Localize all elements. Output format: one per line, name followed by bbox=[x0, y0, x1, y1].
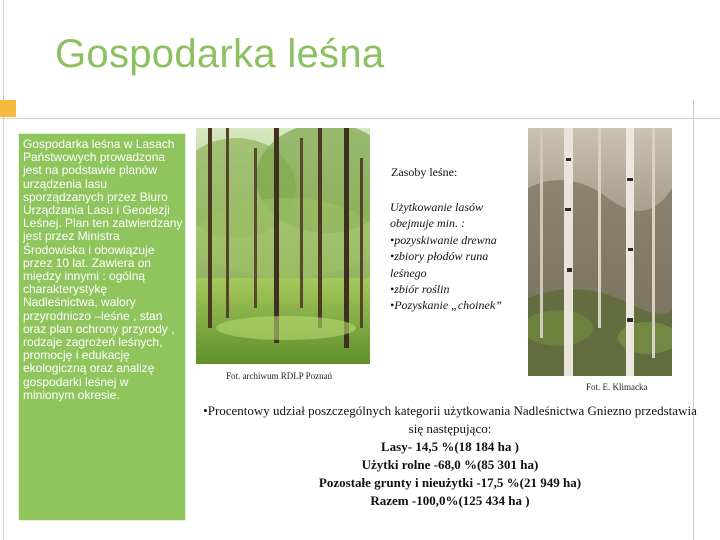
sidebar-text: Gospodarka leśna w Lasach Państwowych prowadzona jest na podstawie planów urządzenia lasu sporządzanych przez Biuro Urządzania Lasu i Geodezji Leśnej. Plan ten zatwierdzany jest przez Ministra Środowiska i obowiązuje przez 10 lat. Zawiera on między innymi : ogólną charakterystykę Nadleśnictwa, walory przyrodniczo –leśne , stan oraz plan ochrony przyrody , rodzaje zagrożeń leśnych, promocję i edukację ekologiczną oraz analizę gospodarki leśnej w minionym okresie. bbox=[23, 137, 183, 402]
stats-line-forests: Lasy- 14,5 %(18 184 ha ) bbox=[381, 439, 519, 454]
usage-item: •Pozyskanie „choinek” bbox=[390, 298, 502, 313]
sidebar-textbox bbox=[18, 133, 186, 521]
slide-title: Gospodarka leśna bbox=[55, 32, 385, 76]
usage-list bbox=[390, 199, 520, 314]
usage-item: •pozyskiwanie drewna bbox=[390, 232, 497, 247]
usage-item: •zbiory płodów runa leśnego bbox=[390, 249, 489, 280]
decorative-vertical-line bbox=[3, 0, 4, 540]
stats-line-other: Pozostałe grunty i nieużytki -17,5 %(21 949 ha) bbox=[318, 475, 582, 490]
decorative-horizontal-line bbox=[0, 118, 720, 119]
stats-intro: •Procentowy udział poszczególnych kategorii użytkowania Nadleśnictwa Gniezno przedstawia się następująco: bbox=[203, 403, 697, 436]
resources-heading: Zasoby leśne: bbox=[391, 165, 458, 179]
photo-left-caption: Fot. archiwum RDLP Poznań bbox=[226, 371, 333, 381]
photo-right-caption: Fot. E. Klimacka bbox=[586, 382, 648, 392]
usage-intro: Użytkowanie lasów obejmuje min. : bbox=[390, 200, 483, 231]
birch-photo-right bbox=[528, 128, 672, 376]
stats-line-total: Razem -100,0%(125 434 ha ) bbox=[370, 493, 530, 508]
forest-photo-left bbox=[196, 128, 370, 364]
usage-item: •zbiór roślin bbox=[390, 282, 450, 297]
land-use-stats bbox=[200, 402, 700, 510]
accent-square bbox=[0, 100, 16, 117]
stats-line-farmland: Użytki rolne -68,0 %(85 301 ha) bbox=[361, 457, 539, 472]
